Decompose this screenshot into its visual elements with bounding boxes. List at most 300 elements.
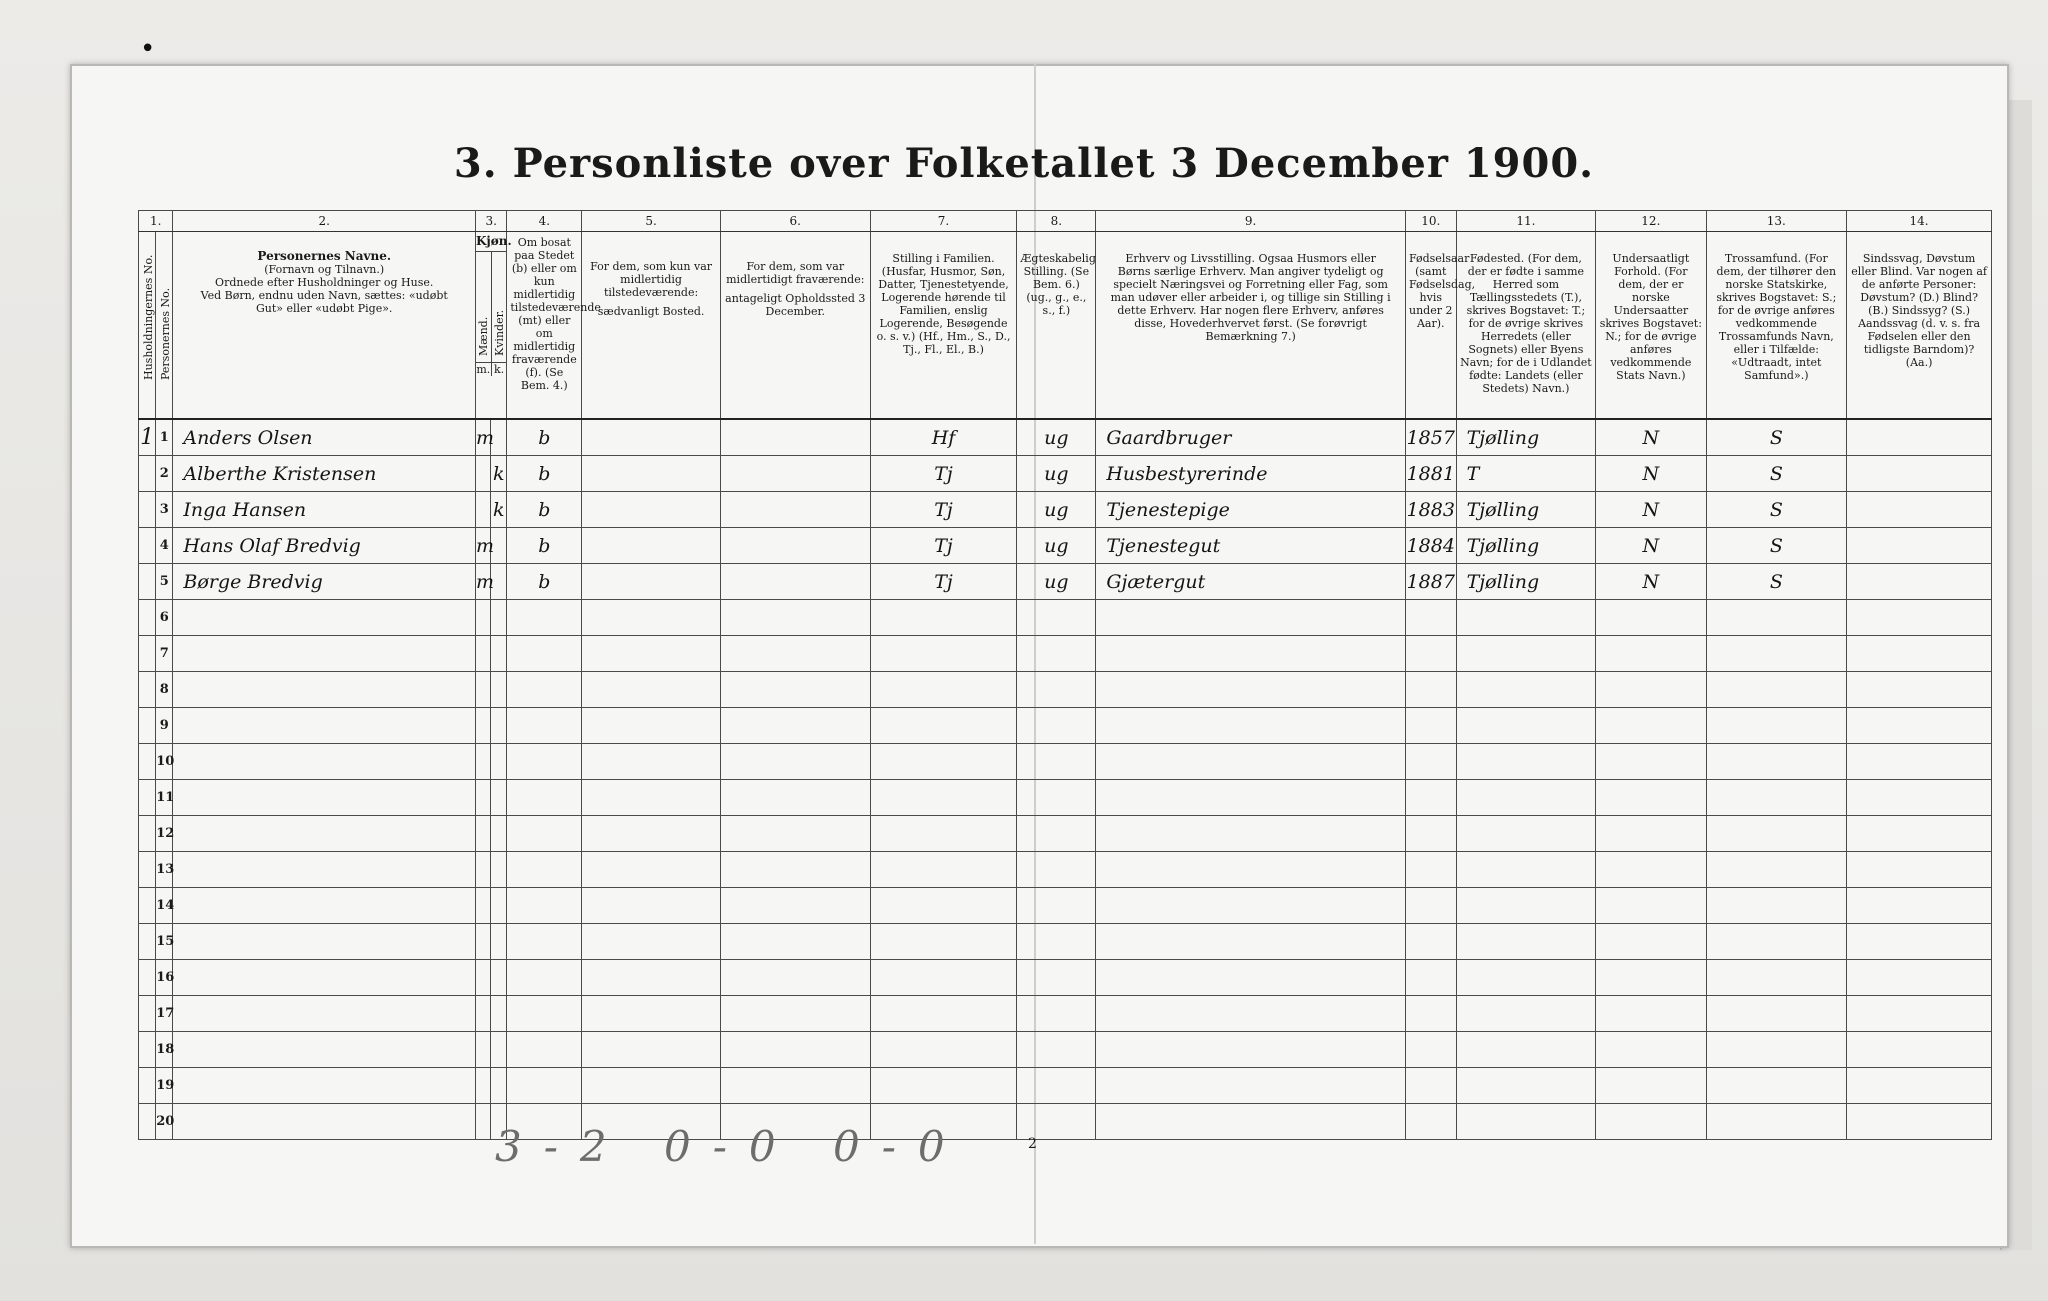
person-no-cell: 8 bbox=[156, 672, 173, 708]
disability-cell bbox=[1847, 996, 1992, 1032]
table-row bbox=[139, 636, 1992, 672]
birth-year-cell: 1887 bbox=[1405, 564, 1456, 600]
person-no-cell: 20 bbox=[156, 1104, 173, 1140]
table-row bbox=[139, 456, 1992, 492]
household-no-cell bbox=[139, 564, 156, 600]
citizenship-cell: N bbox=[1596, 492, 1706, 528]
sex-m-cell: m bbox=[476, 528, 491, 564]
name-cell bbox=[173, 672, 476, 708]
name-cell bbox=[173, 816, 476, 852]
disability-cell bbox=[1847, 528, 1992, 564]
resident-cell bbox=[507, 708, 582, 744]
person-no-cell: 15 bbox=[156, 924, 173, 960]
religion-cell bbox=[1706, 1068, 1847, 1104]
header-marital: Ægteskabelig Stilling. (Se Bem. 6.) (ug., g., e., s., f.) bbox=[1017, 232, 1096, 420]
birth-year-cell: 1883 bbox=[1405, 492, 1456, 528]
person-no-cell: 2 bbox=[156, 456, 173, 492]
family-position-cell bbox=[870, 1032, 1017, 1068]
birthplace-cell bbox=[1456, 816, 1596, 852]
birth-year-cell bbox=[1405, 1032, 1456, 1068]
temp-location-cell bbox=[720, 708, 870, 744]
usual-residence-cell bbox=[582, 672, 721, 708]
marital-cell bbox=[1017, 1032, 1096, 1068]
citizenship-cell bbox=[1596, 780, 1706, 816]
birthplace-cell bbox=[1456, 636, 1596, 672]
citizenship-cell bbox=[1596, 996, 1706, 1032]
sex-m-cell bbox=[476, 744, 491, 780]
citizenship-cell bbox=[1596, 852, 1706, 888]
person-no-cell: 16 bbox=[156, 960, 173, 996]
birthplace-cell bbox=[1456, 924, 1596, 960]
temp-location-cell bbox=[720, 1068, 870, 1104]
tally-note: 3-2 0-0 0-0 bbox=[495, 1122, 967, 1171]
table-row bbox=[139, 888, 1992, 924]
family-position-cell bbox=[870, 816, 1017, 852]
name-cell bbox=[173, 924, 476, 960]
marital-cell bbox=[1017, 1104, 1096, 1140]
disability-cell bbox=[1847, 1032, 1992, 1068]
religion-cell: S bbox=[1706, 492, 1847, 528]
sex-m-cell bbox=[476, 492, 491, 528]
colnum-4: 4. bbox=[507, 211, 582, 232]
name-cell bbox=[173, 744, 476, 780]
household-no-cell bbox=[139, 924, 156, 960]
occupation-cell bbox=[1096, 924, 1406, 960]
temp-location-cell bbox=[720, 456, 870, 492]
sex-m-cell bbox=[476, 1068, 491, 1104]
marital-cell bbox=[1017, 744, 1096, 780]
marital-cell bbox=[1017, 708, 1096, 744]
table-row bbox=[139, 780, 1992, 816]
temp-location-cell bbox=[720, 1032, 870, 1068]
family-position-cell: Hf bbox=[870, 419, 1017, 456]
sex-k-cell bbox=[491, 636, 507, 672]
citizenship-cell bbox=[1596, 1032, 1706, 1068]
sex-m-cell bbox=[476, 1104, 491, 1140]
birthplace-cell bbox=[1456, 744, 1596, 780]
usual-residence-cell bbox=[582, 888, 721, 924]
resident-cell bbox=[507, 1068, 582, 1104]
sex-k-cell bbox=[491, 780, 507, 816]
marital-cell bbox=[1017, 960, 1096, 996]
person-no-cell: 5 bbox=[156, 564, 173, 600]
citizenship-cell bbox=[1596, 1068, 1706, 1104]
colnum-8: 8. bbox=[1017, 211, 1096, 232]
colnum-1: 1. bbox=[139, 211, 173, 232]
birth-year-cell: 1881 bbox=[1405, 456, 1456, 492]
religion-cell: S bbox=[1706, 419, 1847, 456]
disability-cell bbox=[1847, 1104, 1992, 1140]
sex-m-cell bbox=[476, 888, 491, 924]
sex-k-cell: k bbox=[491, 492, 507, 528]
person-no-cell: 4 bbox=[156, 528, 173, 564]
occupation-cell bbox=[1096, 1068, 1406, 1104]
temp-location-cell bbox=[720, 672, 870, 708]
column-number-row bbox=[139, 211, 1992, 232]
resident-cell: b bbox=[507, 419, 582, 456]
disability-cell bbox=[1847, 816, 1992, 852]
occupation-cell bbox=[1096, 1032, 1406, 1068]
header-sex-title: Kjøn. bbox=[476, 232, 506, 252]
person-no-cell: 3 bbox=[156, 492, 173, 528]
header-family-position: Stilling i Familien. (Husfar, Husmor, Søn, Datter, Tjenestetyende, Logerende hørende til Familien, enslig Logerende, Besøgende o. s. v.) (Hf., Hm., S., D., Tj., Fl., El., B.) bbox=[870, 232, 1017, 420]
religion-cell bbox=[1706, 924, 1847, 960]
household-no-cell bbox=[139, 996, 156, 1032]
usual-residence-cell bbox=[582, 636, 721, 672]
disability-cell bbox=[1847, 1068, 1992, 1104]
occupation-cell bbox=[1096, 780, 1406, 816]
usual-residence-cell bbox=[582, 492, 721, 528]
birth-year-cell bbox=[1405, 888, 1456, 924]
sex-m-cell bbox=[476, 852, 491, 888]
person-no-cell: 7 bbox=[156, 636, 173, 672]
usual-residence-cell bbox=[582, 852, 721, 888]
marital-cell: ug bbox=[1017, 492, 1096, 528]
person-no-cell: 18 bbox=[156, 1032, 173, 1068]
sex-k-cell bbox=[491, 1032, 507, 1068]
birth-year-cell: 1884 bbox=[1405, 528, 1456, 564]
temp-location-cell bbox=[720, 816, 870, 852]
page-number: 2 bbox=[1028, 1136, 1037, 1152]
marital-cell bbox=[1017, 780, 1096, 816]
disability-cell bbox=[1847, 456, 1992, 492]
birth-year-cell bbox=[1405, 960, 1456, 996]
name-cell bbox=[173, 600, 476, 636]
usual-residence-cell bbox=[582, 924, 721, 960]
sex-m-cell bbox=[476, 708, 491, 744]
sex-m-cell bbox=[476, 1032, 491, 1068]
usual-residence-cell bbox=[582, 1068, 721, 1104]
disability-cell bbox=[1847, 564, 1992, 600]
birth-year-cell bbox=[1405, 600, 1456, 636]
header-usual-residence bbox=[582, 232, 721, 420]
occupation-cell bbox=[1096, 996, 1406, 1032]
disability-cell bbox=[1847, 852, 1992, 888]
household-no-cell: 1 bbox=[139, 419, 156, 456]
colnum-2: 2. bbox=[173, 211, 476, 232]
header-sex-k-short: k. bbox=[493, 363, 505, 376]
usual-residence-cell bbox=[582, 419, 721, 456]
header-names-title: Personernes Navne. bbox=[257, 249, 392, 263]
sex-k-cell bbox=[491, 672, 507, 708]
family-position-cell bbox=[870, 960, 1017, 996]
header-names-l3: Ved Børn, endnu uden Navn, sættes: «udøbt Gut» eller «udøbt Pige». bbox=[200, 289, 448, 315]
name-cell bbox=[173, 888, 476, 924]
disability-cell bbox=[1847, 708, 1992, 744]
birthplace-cell bbox=[1456, 852, 1596, 888]
resident-cell: b bbox=[507, 528, 582, 564]
household-no-cell bbox=[139, 1104, 156, 1140]
header-names bbox=[173, 232, 476, 420]
family-position-cell bbox=[870, 924, 1017, 960]
usual-residence-cell bbox=[582, 456, 721, 492]
citizenship-cell bbox=[1596, 924, 1706, 960]
temp-location-cell bbox=[720, 888, 870, 924]
header-temp-location bbox=[720, 232, 870, 420]
usual-residence-cell bbox=[582, 960, 721, 996]
header-temp-location-l1: For dem, som var midlertidigt fraværende: bbox=[726, 260, 865, 286]
table-row bbox=[139, 924, 1992, 960]
header-names-l2: Ordnede efter Husholdninger og Huse. bbox=[215, 276, 434, 289]
family-position-cell: Tj bbox=[870, 456, 1017, 492]
household-no-cell bbox=[139, 456, 156, 492]
occupation-cell bbox=[1096, 672, 1406, 708]
resident-cell: b bbox=[507, 456, 582, 492]
table-row bbox=[139, 600, 1992, 636]
usual-residence-cell bbox=[582, 996, 721, 1032]
name-cell: Hans Olaf Bredvig bbox=[173, 528, 476, 564]
sex-k-cell bbox=[491, 708, 507, 744]
sex-m-cell: m bbox=[476, 419, 491, 456]
header-sex-m-short: m. bbox=[476, 363, 491, 376]
colnum-14: 14. bbox=[1847, 211, 1992, 232]
birth-year-cell bbox=[1405, 672, 1456, 708]
disability-cell bbox=[1847, 888, 1992, 924]
table-row bbox=[139, 816, 1992, 852]
religion-cell bbox=[1706, 780, 1847, 816]
colnum-12: 12. bbox=[1596, 211, 1706, 232]
sex-m-cell bbox=[476, 996, 491, 1032]
colnum-7: 7. bbox=[870, 211, 1017, 232]
temp-location-cell bbox=[720, 924, 870, 960]
resident-cell bbox=[507, 960, 582, 996]
religion-cell bbox=[1706, 600, 1847, 636]
religion-cell bbox=[1706, 816, 1847, 852]
household-no-cell bbox=[139, 744, 156, 780]
usual-residence-cell bbox=[582, 744, 721, 780]
person-no-cell: 10 bbox=[156, 744, 173, 780]
colnum-13: 13. bbox=[1706, 211, 1847, 232]
temp-location-cell bbox=[720, 852, 870, 888]
name-cell: Anders Olsen bbox=[173, 419, 476, 456]
disability-cell bbox=[1847, 960, 1992, 996]
sex-k-cell bbox=[491, 924, 507, 960]
marital-cell: ug bbox=[1017, 528, 1096, 564]
census-table bbox=[138, 210, 1992, 1129]
household-no-cell bbox=[139, 1068, 156, 1104]
birthplace-cell bbox=[1456, 996, 1596, 1032]
birthplace-cell bbox=[1456, 1068, 1596, 1104]
birthplace-cell bbox=[1456, 708, 1596, 744]
resident-cell bbox=[507, 852, 582, 888]
header-temp-location-l2: antageligt Opholdssted 3 December. bbox=[725, 292, 866, 318]
family-position-cell: Tj bbox=[870, 492, 1017, 528]
family-position-cell: Tj bbox=[870, 564, 1017, 600]
family-position-cell bbox=[870, 996, 1017, 1032]
occupation-cell: Gjætergut bbox=[1096, 564, 1406, 600]
religion-cell: S bbox=[1706, 564, 1847, 600]
marital-cell bbox=[1017, 1068, 1096, 1104]
occupation-cell bbox=[1096, 960, 1406, 996]
citizenship-cell: N bbox=[1596, 419, 1706, 456]
sex-m-cell bbox=[476, 816, 491, 852]
temp-location-cell bbox=[720, 780, 870, 816]
table-row bbox=[139, 672, 1992, 708]
birthplace-cell: Tjølling bbox=[1456, 564, 1596, 600]
sex-k-cell bbox=[491, 888, 507, 924]
table-row bbox=[139, 744, 1992, 780]
usual-residence-cell bbox=[582, 528, 721, 564]
person-no-cell: 1 bbox=[156, 419, 173, 456]
resident-cell bbox=[507, 888, 582, 924]
citizenship-cell bbox=[1596, 888, 1706, 924]
household-no-cell bbox=[139, 672, 156, 708]
usual-residence-cell bbox=[582, 816, 721, 852]
birthplace-cell bbox=[1456, 888, 1596, 924]
name-cell: Inga Hansen bbox=[173, 492, 476, 528]
citizenship-cell: N bbox=[1596, 564, 1706, 600]
citizenship-cell: N bbox=[1596, 456, 1706, 492]
person-rows bbox=[139, 419, 1992, 1140]
person-no-cell: 12 bbox=[156, 816, 173, 852]
birth-year-cell bbox=[1405, 1104, 1456, 1140]
sex-m-cell bbox=[476, 960, 491, 996]
citizenship-cell bbox=[1596, 600, 1706, 636]
resident-cell bbox=[507, 996, 582, 1032]
sex-m-cell bbox=[476, 780, 491, 816]
marital-cell bbox=[1017, 816, 1096, 852]
household-no-cell bbox=[139, 960, 156, 996]
name-cell bbox=[173, 1104, 476, 1140]
sex-k-cell bbox=[491, 744, 507, 780]
resident-cell bbox=[507, 636, 582, 672]
family-position-cell bbox=[870, 888, 1017, 924]
resident-cell bbox=[507, 744, 582, 780]
citizenship-cell: N bbox=[1596, 528, 1706, 564]
religion-cell: S bbox=[1706, 528, 1847, 564]
name-cell bbox=[173, 1068, 476, 1104]
usual-residence-cell bbox=[582, 600, 721, 636]
name-cell bbox=[173, 852, 476, 888]
table-row bbox=[139, 852, 1992, 888]
marital-cell bbox=[1017, 888, 1096, 924]
name-cell: Alberthe Kristensen bbox=[173, 456, 476, 492]
marital-cell bbox=[1017, 852, 1096, 888]
sex-m-cell bbox=[476, 672, 491, 708]
birthplace-cell bbox=[1456, 600, 1596, 636]
table-row bbox=[139, 492, 1992, 528]
religion-cell bbox=[1706, 852, 1847, 888]
religion-cell bbox=[1706, 636, 1847, 672]
birthplace-cell bbox=[1456, 1032, 1596, 1068]
religion-cell: S bbox=[1706, 456, 1847, 492]
family-position-cell: Tj bbox=[870, 528, 1017, 564]
occupation-cell: Gaardbruger bbox=[1096, 419, 1406, 456]
name-cell bbox=[173, 996, 476, 1032]
header-usual-residence-l2: sædvanligt Bosted. bbox=[597, 305, 705, 318]
temp-location-cell bbox=[720, 528, 870, 564]
religion-cell bbox=[1706, 708, 1847, 744]
header-birthplace: Fødested. (For dem, der er fødte i samme Herred som Tællingsstedets (T.), skrives Bogstavet: T.; for de øvrige skrives Herredets (eller Sognets) eller Byens Navn; for de i Udlandet fødte: Landets (eller Stedets) Navn.) bbox=[1456, 232, 1596, 420]
marital-cell bbox=[1017, 672, 1096, 708]
birth-year-cell bbox=[1405, 816, 1456, 852]
colnum-5: 5. bbox=[582, 211, 721, 232]
table-row bbox=[139, 1068, 1992, 1104]
person-no-cell: 6 bbox=[156, 600, 173, 636]
header-birth-year: Fødselsaar (samt Fødselsdag, hvis under 2 Aar). bbox=[1405, 232, 1456, 420]
disability-cell bbox=[1847, 780, 1992, 816]
occupation-cell: Tjenestepige bbox=[1096, 492, 1406, 528]
resident-cell bbox=[507, 1032, 582, 1068]
disability-cell bbox=[1847, 744, 1992, 780]
occupation-cell bbox=[1096, 888, 1406, 924]
sex-k-cell bbox=[491, 996, 507, 1032]
corner-mark: • bbox=[140, 34, 156, 64]
birthplace-cell: T bbox=[1456, 456, 1596, 492]
birth-year-cell bbox=[1405, 924, 1456, 960]
name-cell bbox=[173, 1032, 476, 1068]
disability-cell bbox=[1847, 419, 1992, 456]
sex-m-cell bbox=[476, 924, 491, 960]
family-position-cell bbox=[870, 600, 1017, 636]
birth-year-cell bbox=[1405, 744, 1456, 780]
occupation-cell bbox=[1096, 636, 1406, 672]
usual-residence-cell bbox=[582, 780, 721, 816]
birth-year-cell bbox=[1405, 852, 1456, 888]
name-cell: Børge Bredvig bbox=[173, 564, 476, 600]
page-title: 3. Personliste over Folketallet 3 December 1900. bbox=[453, 140, 1595, 187]
sex-k-cell bbox=[491, 600, 507, 636]
marital-cell: ug bbox=[1017, 564, 1096, 600]
birthplace-cell: Tjølling bbox=[1456, 419, 1596, 456]
person-no-cell: 11 bbox=[156, 780, 173, 816]
occupation-cell: Tjenestegut bbox=[1096, 528, 1406, 564]
table-row bbox=[139, 419, 1992, 456]
household-no-cell bbox=[139, 1032, 156, 1068]
header-sex-k: Kvinder. bbox=[492, 309, 506, 356]
sex-m-cell bbox=[476, 600, 491, 636]
resident-cell bbox=[507, 924, 582, 960]
temp-location-cell bbox=[720, 960, 870, 996]
temp-location-cell bbox=[720, 492, 870, 528]
occupation-cell bbox=[1096, 600, 1406, 636]
header-usual-residence-l1: For dem, som kun var midlertidig tilstedeværende: bbox=[590, 260, 713, 299]
header-religion: Trossamfund. (For dem, der tilhører den norske Statskirke, skrives Bogstavet: S.; for de øvrige anføres vedkommende Trossamfunds Navn, eller i Tilfælde: «Udtraadt, intet Samfund».) bbox=[1706, 232, 1847, 420]
family-position-cell bbox=[870, 744, 1017, 780]
name-cell bbox=[173, 780, 476, 816]
occupation-cell bbox=[1096, 1104, 1406, 1140]
religion-cell bbox=[1706, 960, 1847, 996]
sex-m-cell bbox=[476, 636, 491, 672]
religion-cell bbox=[1706, 888, 1847, 924]
marital-cell bbox=[1017, 600, 1096, 636]
occupation-cell bbox=[1096, 708, 1406, 744]
header-citizenship: Undersaatligt Forhold. (For dem, der er norske Undersaatter skrives Bogstavet: N.; for de øvrige anføres vedkommende Stats Navn.) bbox=[1596, 232, 1706, 420]
birthplace-cell: Tjølling bbox=[1456, 492, 1596, 528]
resident-cell: b bbox=[507, 564, 582, 600]
occupation-cell bbox=[1096, 744, 1406, 780]
temp-location-cell bbox=[720, 744, 870, 780]
citizenship-cell bbox=[1596, 960, 1706, 996]
birthplace-cell: Tjølling bbox=[1456, 528, 1596, 564]
household-no-cell bbox=[139, 528, 156, 564]
sex-k-cell bbox=[491, 852, 507, 888]
household-no-cell bbox=[139, 708, 156, 744]
person-no-cell: 19 bbox=[156, 1068, 173, 1104]
birthplace-cell bbox=[1456, 672, 1596, 708]
birthplace-cell bbox=[1456, 1104, 1596, 1140]
citizenship-cell bbox=[1596, 636, 1706, 672]
resident-cell bbox=[507, 600, 582, 636]
household-no-cell bbox=[139, 492, 156, 528]
family-position-cell bbox=[870, 636, 1017, 672]
marital-cell bbox=[1017, 924, 1096, 960]
sex-k-cell bbox=[491, 816, 507, 852]
family-position-cell bbox=[870, 780, 1017, 816]
family-position-cell bbox=[870, 672, 1017, 708]
table-row bbox=[139, 1104, 1992, 1140]
header-disability: Sindssvag, Døvstum eller Blind. Var nogen af de anførte Personer: Døvstum? (D.) Blind? (B.) Sindssyg? (S.) Aandssvag (d. v. s. fra Fødselen eller den tidligste Barndom)? (Aa.) bbox=[1847, 232, 1992, 420]
